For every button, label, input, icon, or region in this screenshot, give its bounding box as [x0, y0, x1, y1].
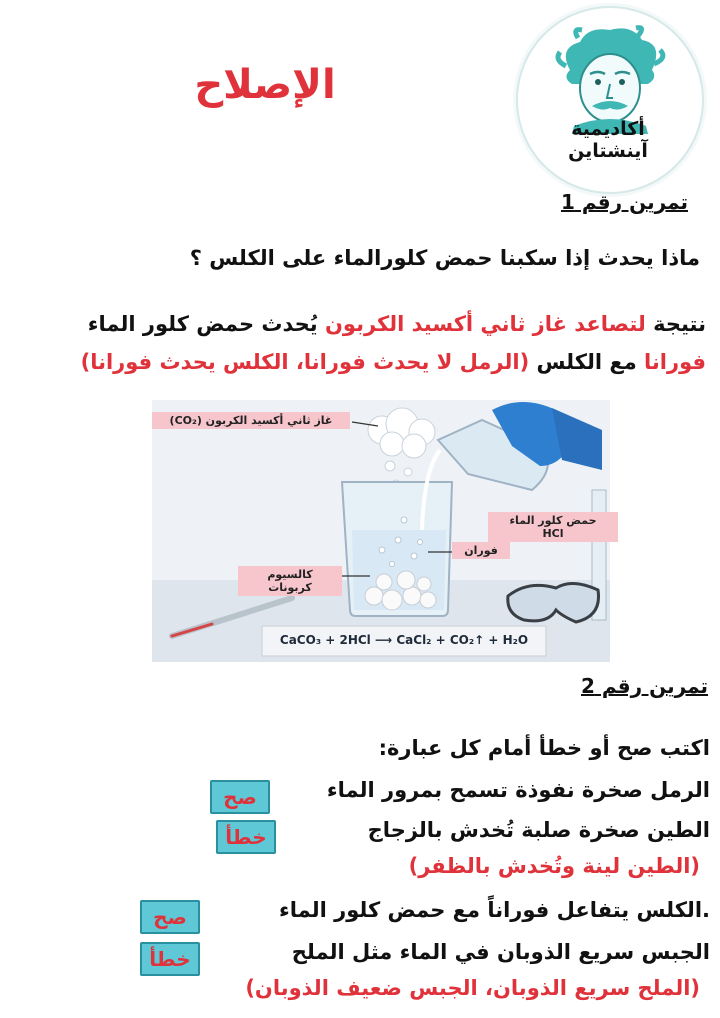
label-calcium-carbonate: كالسيوم كربونات	[238, 566, 342, 596]
label-fizz: فوران	[452, 542, 510, 559]
answer-box-1: صح	[210, 780, 270, 814]
label-acid-formula: HCl	[542, 527, 564, 540]
label-acid-name: حمض كلور الماء	[509, 514, 597, 527]
statement-4: الجبس سريع الذوبان في الماء مثل الملح	[291, 940, 710, 964]
label-co2: غاز ثاني أكسيد الكربون (CO₂)	[152, 412, 350, 429]
exercise2-instruction: اكتب صح أو خطأ أمام كل عبارة:	[378, 736, 710, 760]
exercise1-heading: تمرين رقم 1	[560, 190, 688, 214]
page-title: الإصلاح	[194, 62, 336, 108]
academy-logo	[516, 6, 704, 194]
exercise1-answer-line2	[10, 350, 706, 374]
answer-highlight: فورانا	[644, 350, 706, 374]
answer-text: يُحدث حمض كلور الماء	[87, 312, 325, 336]
answer-correction: (الرمل لا يحدث فورانا، الكلس يحدث فورانا)	[80, 350, 530, 374]
answer-box-3: صح	[140, 900, 200, 934]
answer-box-2: خطأ	[216, 820, 276, 854]
exercise1-question: ماذا يحدث إذا سكبنا حمض كلورالماء على الكلس ؟	[189, 246, 700, 270]
statement-2: الطين صخرة صلبة تُخدش بالزجاج	[367, 818, 710, 842]
statement-3: .الكلس يتفاعل فوراناً مع حمض كلور الماء	[279, 898, 710, 922]
correction-4: (الملح سريع الذوبان، الجبس ضعيف الذوبان)	[245, 976, 700, 1000]
exercise1-answer-line1	[10, 312, 706, 336]
einstein-portrait-icon	[518, 8, 702, 192]
answer-box-4: خطأ	[140, 942, 200, 976]
answer-text: مع الكلس	[529, 350, 645, 374]
logo-text: أكاديمية آينشتاين	[568, 118, 648, 162]
statement-1: الرمل صخرة نفوذة تسمح بمرور الماء	[326, 778, 710, 802]
correction-2: (الطين لينة وتُخدش بالظفر)	[408, 854, 700, 878]
answer-highlight: لتصاعد غاز ثاني أكسيد الكربون	[324, 312, 646, 336]
label-acid	[488, 512, 618, 542]
reaction-equation: CaCO₃ + 2HCl ⟶ CaCl₂ + CO₂↑ + H₂O	[279, 633, 529, 647]
exercise2-heading: تمرين رقم 2	[580, 674, 708, 698]
experiment-illustration	[152, 400, 610, 662]
answer-text: نتيجة	[645, 312, 706, 336]
